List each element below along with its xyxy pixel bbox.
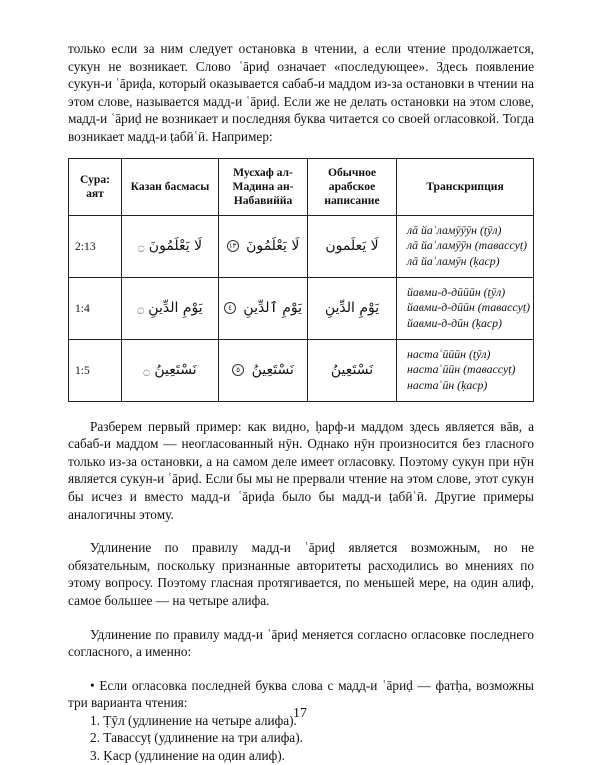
table-header-row [69,158,534,215]
kazan-text: لَا يَعْلَمُونَ [148,238,203,255]
transcription-line: лā йаʿламӯӯн (таваccуṭ) [407,238,528,253]
paragraph-first-example: Разберем первый пример: как видно, ḥарф-и маддом здесь является вāв, а сабаб-и маддом — неогласованный нӯн. Однако нӯн произносится без гласного только из-за остановки, а на самом деле имеет огласовку. Поэтому сукун при нӯн является сукун-и ʿāриḍ. Если бы мы не прервали чтение на этом слове, этот сукун бы исчез и вместо мадд-и ʿāриḍа было бы мадд-и ṭабӣʿӣ. Другие примеры аналогичны этому. [68,418,534,522]
madina-text: يَوْمِ ٱلدِّينِ [243,300,303,317]
table-row [69,277,534,339]
table-row [69,339,534,401]
list-item: 1. Ṭӯл (удлинение на четыре алифа). [90,712,297,728]
transcription-cell [397,339,534,401]
plain-cell: لَا يَعلَمون [308,215,397,277]
transcription-line: настаʿӣн (ḳаср) [407,377,488,392]
kazan-text: يَوْمِ الدِّينِ [148,300,203,317]
transcription-line: лā йаʿламӯӯӯн (ṭӯл) [407,222,502,237]
plain-cell: يَوْمِ الدِّينِ [308,277,397,339]
transcription-line: настаʿӣӣӣн (ṭӯл) [407,346,491,361]
intro-paragraph: только если за ним следует остановка в чтении, а если чтение продолжается, сукун не возникает. Слово ʿāриḍ означает «последующее». Здесь появление сукун-и ʿāриḍа, который оказывается сабаб-и маддом из-за остановки в чтении на этом слове, называется мадд-и ʿāриḍ. Если же не делать остановки на этом слове, мадд-и ʿāриḍ не возникает и последняя буква читается со своей огласовкой. Тогда возникает мадд-и ṭабӣʿӣ. Например: [68,41,534,144]
header-transcription: Транскрипция [397,158,534,215]
kazan-cell [122,277,219,339]
plain-cell: نَسْتَعِينُ [308,339,397,401]
verse-number: ٤ [224,302,236,314]
kazan-cell [122,339,219,401]
madina-cell [219,339,308,401]
header-madina: Мусхаф ал-Мадина ан-Набавиййа [219,158,308,215]
madina-text: لَا يَعْلَمُونَ [246,238,300,255]
verse-marker: ۝ [137,240,145,254]
header-kazan: Казан басмасы [122,158,219,215]
transcription-line: йавми-д-дӣӣӣн (ṭӯл) [407,284,506,299]
header-plain: Обычное арабское написание [308,158,397,215]
transcription-line: лā йаʿламӯн (ḳаср) [407,253,500,268]
sura-cell: 2:13 [69,215,122,277]
verse-marker: ۝ [143,364,150,378]
madina-text: نَسْتَعِينُ [251,362,294,379]
transcription-cell [397,277,534,339]
kazan-cell [122,215,219,277]
sura-cell: 1:4 [69,277,122,339]
paragraph-vowel-dependency: Удлинение по правилу мадд-и ʿāриḍ меняется согласно огласовке последнего согласного, а именно: [68,626,534,660]
madina-cell [219,277,308,339]
transcription-line: настаʿӣӣн (таваccуṭ) [407,362,516,377]
sura-cell: 1:5 [69,339,122,401]
table-row [69,215,534,277]
kazan-text: نَسْتَعِينُ [154,362,197,379]
verse-marker: ۝ [137,302,144,316]
verse-number: ١٣ [227,240,239,252]
transcription-line: йавми-д-дӣӣн (таваccуṭ) [407,300,531,315]
list-item: 3. Ḳаср (удлинение на один алиф). [90,748,285,764]
paragraph-fatha-case: • Если огласовка последней буква слова с мадд-и ʿāриḍ — фатḥа, возможны три варианта чтения: [68,677,534,711]
header-sura: Сура: аят [69,158,122,215]
paragraph-optional-rule: Удлинение по правилу мадд-и ʿāриḍ является возможным, но не обязательным, поскольку признанные авторитеты расходились во мнениях по этому вопросу. Поэтому гласная протягивается, по меньшей мере, на один алиф, самое большее — на четыре алифа. [68,540,534,608]
transcription-line: йавми-д-дӣн (ḳаср) [407,315,502,330]
madina-cell [219,215,308,277]
list-item: 2. Тавассуṭ (удлинение на три алифа). [90,730,303,746]
page-number: 17 [293,706,307,721]
transcription-cell [397,215,534,277]
verse-number: ٥ [232,364,244,376]
page-content [68,40,534,765]
examples-table [68,158,534,402]
